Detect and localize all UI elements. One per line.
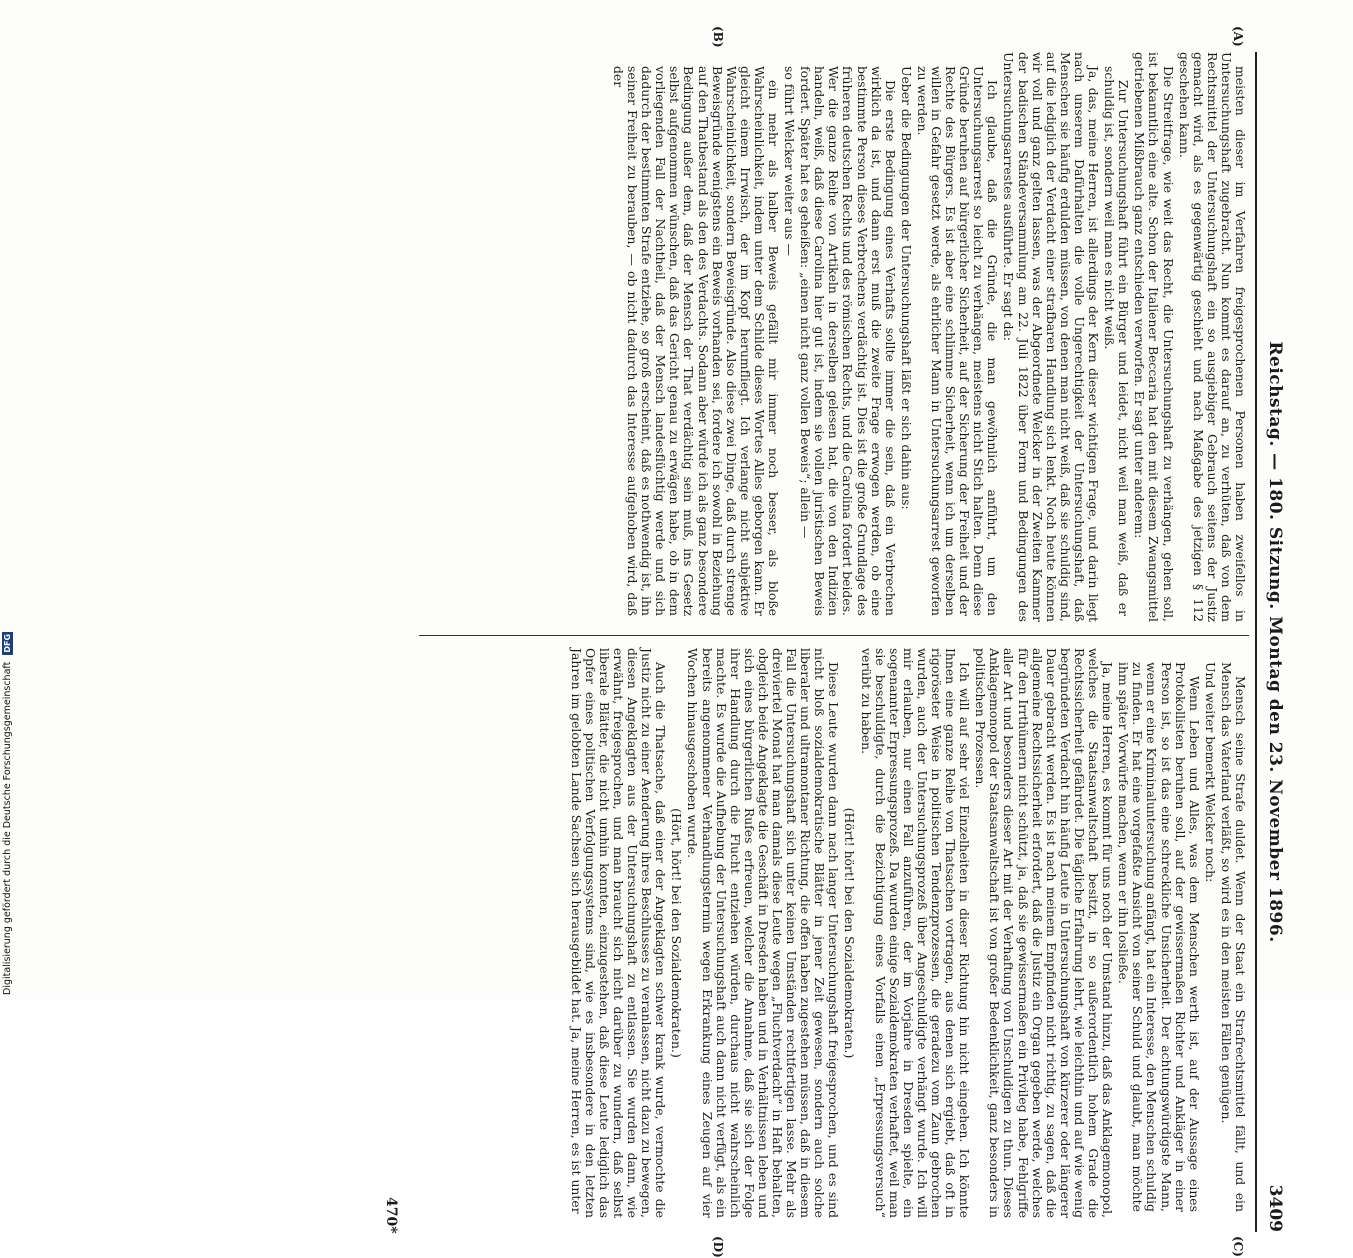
quote-paragraph: Ich glaube, daß die Gründe, die man gewöhnlich anführt, um den Untersuchungsarrest so leicht zu verhängen, meistens nicht Stich halten. Denn diese Gründe beruhen auf bürgerlicher Sicherheit, auf der Sicherung der Freiheit und der Rechte des Bürgers. Es ist aber eine schlimme Sicherheit, wenn ich um derselben willen in Gefahr gesetzt werde, als ehrlicher Mann in Untersuchungsarrest geworfen zu werden. <box>914 66 1001 616</box>
left-column <box>609 52 1247 622</box>
margin-mark-d: (D) <box>711 1236 725 1258</box>
margin-mark-a: (A) <box>1231 26 1245 47</box>
right-column <box>567 648 1247 1218</box>
digitization-note <box>2 632 13 995</box>
paragraph: Und weiter bemerkt Welcker noch: <box>1202 662 1218 883</box>
interjection: (Hört! hört! bei den Sozialdemokraten.) <box>842 807 858 1059</box>
rotated-page-content <box>105 26 1285 1258</box>
header-rule <box>1255 52 1257 1232</box>
sheet-signature: 470* <box>383 1197 399 1234</box>
paragraph: Auch die Thatsache, daß einer der Angeklagten schwer krank wurde, vermochte die Justiz nicht zu einer Aenderung ihres Beschlusses zu veranlassen, nicht dazu zu bewegen, diesen Angeklagten aus der Untersuchungshaft zu entlassen. Sie wurden dann, wie erwähnt, freigesprochen, und man braucht sich nicht darüber zu wundern, daß selbst liberale Blätter, die nicht umhin konnten, einzugestehen, daß diese Leute lediglich das Opfer eines politischen Verfolgungssystems sind, wie es insbesondere in den letzten Jahren im gelobten Lande Sachsen sich herausgebildet hat. Ja, meine Herren, es ist unter <box>568 648 669 1218</box>
paragraph: Ja, das, meine Herren, ist allerdings der Kern dieser wichtigen Frage, und darin liegt nach unserem Dafürhalten die volle Ungerechtigkeit der Untersuchungshaft, daß Menschen sie häufig erdulden müssen, von denen man nicht weiß, daß sie schuldig sind, auf die lediglich der Verdacht einer strafbaren Handlung sich lenkt. Noch heute können wir voll und ganz gelten lassen, was der Abgeordnete Welcker in der Zweiten Kammer der badischen Ständeversammlung am 22. Juli 1822 über Form und Bedingungen des Untersuchungsarrestes ausführte. Er sagt da: <box>1001 52 1102 622</box>
quote-paragraph: ein mehr als halber Beweis gefällt mir immer noch besser, als bloße Wahrscheinlichkeit, indem unter dem Schilde dieses Wortes Alles geborgen kann. Er gleicht einem Irrwisch, der im Kopf herumfliegt. Ich verlange nicht subjektive Wahrscheinlichkeit, sondern Beweisgründe. Also diese zwei Dinge, daß durch strenge Beweisgründe wenigstens ein Beweis vorhanden sei, fordere ich sowohl in Beziehung auf den Thatbestand als den des Verdachts. Sodann aber würde ich als ganz besondere Bedingung außer dem, daß der Mensch der That verdächtig sein muß, ins Gesetz selbst aufgenommen wünschen, daß das Gericht genau zu erwägen habe, ob in dem vorliegenden Fall der Nachtheil, daß der Mensch landesflüchtig werde und sich dadurch der bestimmten Strafe entziehe, so groß erscheint, daß es nothwendig ist, ihn seiner Freiheit zu berauben, — ob nicht dadurch das Interesse aufgehoben wird, daß der <box>610 66 781 616</box>
page-header <box>1255 52 1285 1232</box>
paragraph: so führt Welcker weiter aus — <box>782 66 798 256</box>
margin-mark-b: (B) <box>711 26 725 48</box>
quote-paragraph: Wenn Leben und Alles, was dem Menschen werth ist, auf der Aussage eines Protokollisten beruhen soll, auf der gewissermaßen Richter und Ankläger in einer Person ist, so ist das eine schreckliche Unsicherheit. Der achtungswürdigste Mann, wenn er eine Kriminaluntersuchung anfängt, hat ein Interesse, den Menschen schuldig zu finden. Er hat eine vorgefaßte Ansicht von seiner Schuld und glaubt, man möchte ihm später Vorwürfe machen, wenn er ihn losließe. <box>1116 662 1202 1212</box>
paragraph: Ueber die Bedingungen der Untersuchungshaft läßt er sich dahin aus: <box>898 66 914 510</box>
paragraph: Ich will auf sehr viel Einzelheiten in dieser Richtung hin nicht eingehen. Ich könnte Ihnen eine ganze Reihe von Thatsachen vortragen, aus denen sich ergiebt, daß oft in rigoröseter Weise in politischen Tendenzprozessen, die geradezu vom Zaun gebrochen wurden, auch der Untersuchungsprozeß über Angeschuldigte verhängt wurde. Ich will mir erlauben, nur einen Fall anzuführen, der im Vorjahre in Dresden spielte, ein sogenannter Erpressungsprozeß. Da wurden einige Sozialdemokraten verhaftet, weil man sie beschuldigte, durch die Bezichtigung eines Vorfalls einen „Erpressungsversuch“ verübt zu haben. <box>858 648 973 1218</box>
quote-paragraph: Mensch seine Strafe duldet. Wenn der Staat ein Strafrechtsmittel fällt, und ein Mensch das Vaterland verläßt, so wird es in den meisten Fällen genügen. <box>1218 662 1248 1212</box>
quote-paragraph: Die erste Bedingung eines Verhafts sollte immer die sein, daß ein Verbrechen wirklich da ist, und dann erst muß die zweite Frage erwogen werden, ob eine bestimmte Person dieses Verbrechens verdächtig ist. Dies ist die große Grundlage des früheren deutschen Rechts und des römischen Rechts, und die Carolina fordert beides. Wer die ganze Reihe von Artikeln in derselben gelesen hat, die von den Indizien handeln, weiß, daß diese Carolina hier gut ist, indem sie vollen juristischen Beweis fordert. Später hat es geheißen: „einen nicht ganz vollen Beweis“; allein — <box>798 66 898 616</box>
paragraph: Die Streitfrage, wie weit das Recht, die Untersuchungshaft zu verhängen, gehen soll, ist bekanntlich eine alte. Schon der Italiener Beccaria hat den mit diesem Zwangsmittel getriebenen Mißbrauch ganz entschieden verworfen. Er sagt unter anderem: <box>1132 52 1176 622</box>
paragraph: Diese Leute wurden dann nach langer Untersuchungshaft freigesprochen, und es sind nicht bloß sozialdemokratische Blätter in jener Zeit gewesen, sondern auch solche liberaler und ultramontaner Richtung, die offen haben zugestehen müssen, daß in diesem Fall die Untersuchungshaft sich unter keinen Umständen rechtfertigen lasse. Mehr als dreiviertel Monat hat man damals diese Leute wegen „Fluchtverdacht“ in Haft behalten, obgleich beide Angeklagte die Geschäft in Dresden haben und in Verhältnissen leben und sich eines bürgerlichen Rufes erfreuen, welcher die Annahme, daß sie sich der Folge ihrer Handlung durch die Flucht entziehen würden, durchaus nicht wahrscheinlich machte. Es wurde die Aufhebung der Untersuchungshaft auch dann nicht verfügt, als ein bereits angenommener Verhandlungstermin wegen Erkrankung eines Zeugen auf vier Wochen hinausgeschoben wurde. <box>685 648 842 1218</box>
column-divider <box>419 635 1249 636</box>
page-number: 3409 <box>1265 1184 1285 1232</box>
quote-paragraph: Zur Untersuchungshaft führt ein Bürger und leidet, nicht weil man weiß, daß er schuldig ist, sondern weil man es nicht weiß. <box>1102 66 1132 616</box>
dfg-logo-icon: DFG <box>3 633 12 653</box>
interjection: (Hört, hört! bei den Sozialdemokraten.) <box>669 808 685 1058</box>
page-title: Reichstag. — 180. Sitzung. Montag den 23. November 1896. <box>1265 341 1285 943</box>
digitization-text: Digitalisierung gefördert durch die Deutsche Forschungsgemeinschaft <box>2 661 13 995</box>
paragraph: meisten dieser im Verfahren freigesprochenen Personen haben zweifellos in Untersuchungshaft zugebracht. Nun kommt es darauf an, zu verhüten, daß von dem Rechtsmittel der Untersuchungshaft ein so ausgiebiger Gebrauch seitens der Justiz gemacht wird, als es gegenwärtig geschieht und nach Maßgabe des jetzigen § 112 geschehen kann. <box>1176 52 1248 622</box>
margin-mark-c: (C) <box>1231 1236 1245 1257</box>
paragraph: Ja, meine Herren, es kommt für uns noch der Umstand hinzu, daß das Anklagemonopol, welches die Staatsanwaltschaft besitzt, in so außerordentlich hohem Grade die Rechtssicherheit gefährdet. Die tägliche Erfahrung lehrt, wie leichthin und auf wie wenig begründeten Verdacht hin häufig Leute in Untersuchungshaft von kürzerer oder längerer Dauer gebracht werden. Es ist nach meinem Empfinden nicht richtig, zu sagen, daß die allgemeine Rechtssicherheit erfordert, daß die Justiz ein Organ gegeben werde, welches für den Irrthümern nicht schützt, ja, daß sie gewissermaßen ein Privileg habe, Fehlgriffe aller Art und besonders dieser Art mit der Verhaftung von Unschuldigen zu thun. Dieses Anklagemonopol der Staatsanwaltschaft ist von großer Bedenklichkeit, ganz besonders in politischen Prozessen. <box>973 648 1116 1218</box>
